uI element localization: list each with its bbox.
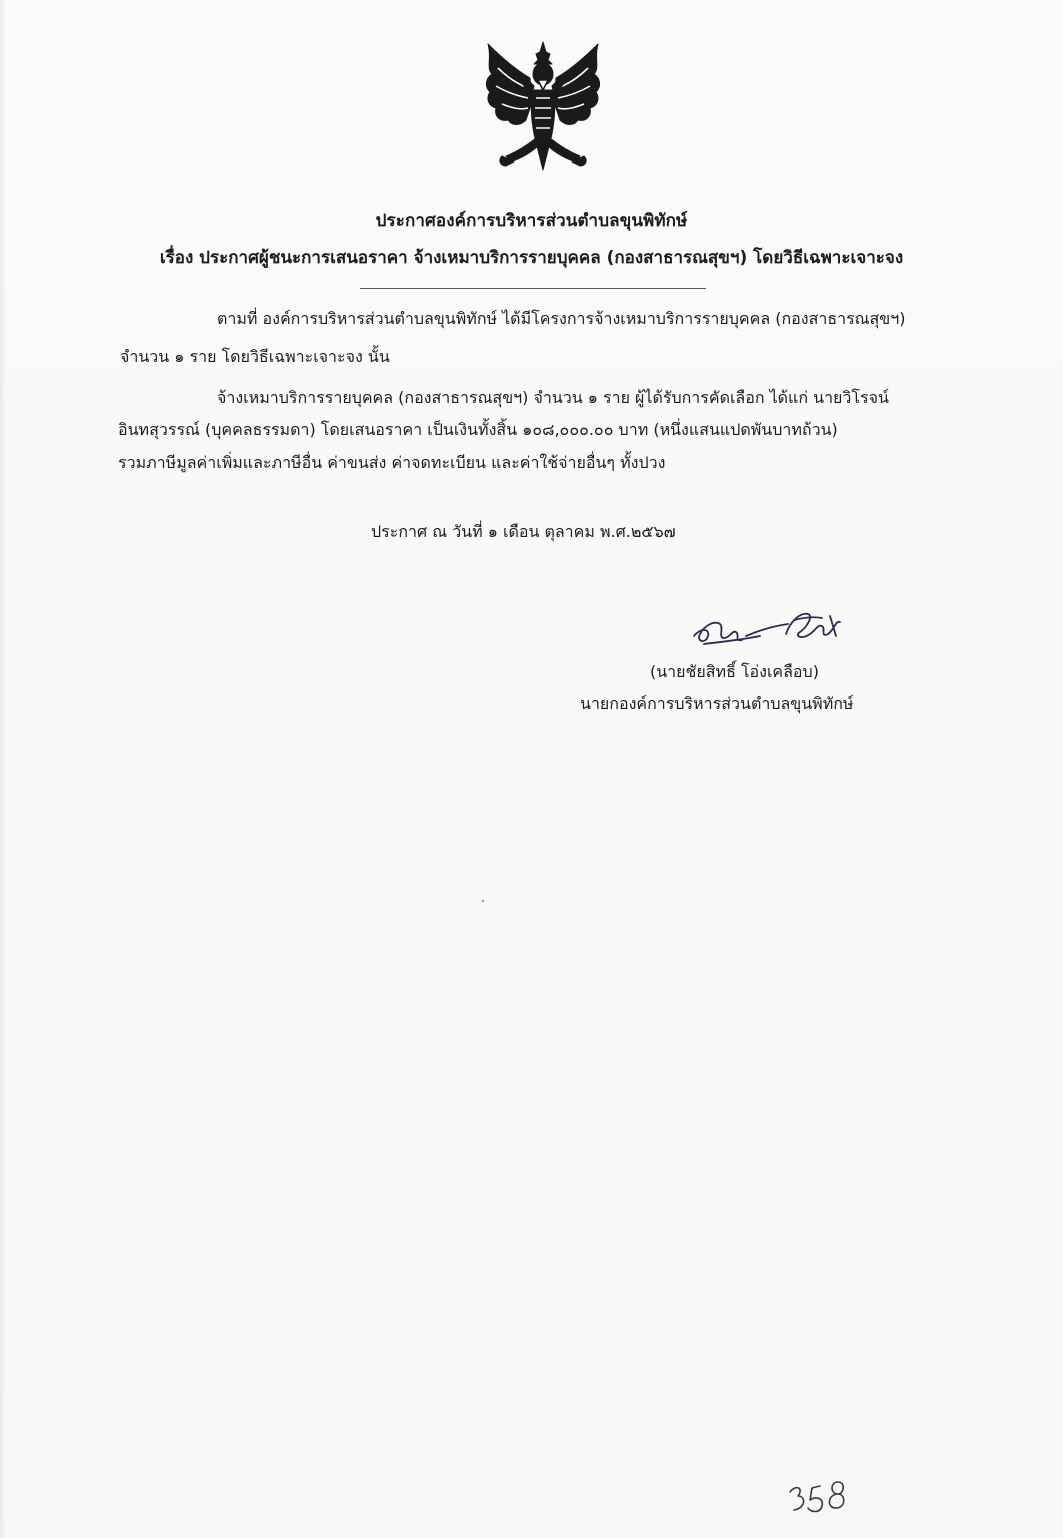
signer-position: นายกองค์การบริหารส่วนตำบลขุนพิทักษ์ bbox=[580, 694, 854, 713]
paragraph1-line2: จำนวน ๑ ราย โดยวิธีเฉพาะเจาะจง นั้น bbox=[120, 347, 390, 366]
announcement-subject: เรื่อง ประกาศผู้ชนะการเสนอราคา จ้างเหมาบริการรายบุคคล (กองสาธารณสุขฯ) โดยวิธีเฉพาะเจาะจง bbox=[159, 248, 904, 268]
scan-speck bbox=[482, 900, 484, 902]
paragraph2-line2: อินทสุวรรณ์ (บุคคลธรรมดา) โดยเสนอราคา เป็นเงินทั้งสิ้น ๑๐๘,๐๐๐.๐๐ บาท (หนึ่งแสนแปดพันบาทถ้วน) bbox=[118, 420, 838, 439]
paragraph2-line3: รวมภาษีมูลค่าเพิ่มและภาษีอื่น ค่าขนส่ง ค่าจดทะเบียน และค่าใช้จ่ายอื่นๆ ทั้งปวง bbox=[118, 453, 666, 472]
paragraph1-line1: ตามที่ องค์การบริหารส่วนตำบลขุนพิทักษ์ ได้มีโครงการจ้างเหมาบริการรายบุคคล (กองสาธารณสุขฯ) bbox=[217, 309, 906, 328]
handwritten-signature-icon bbox=[690, 606, 850, 654]
garuda-emblem-icon bbox=[478, 38, 608, 176]
handwritten-page-number bbox=[786, 1474, 856, 1518]
announcement-date: ประกาศ ณ วันที่ ๑ เดือน ตุลาคม พ.ศ.๒๕๖๗ bbox=[371, 522, 676, 541]
paragraph2-line1: จ้างเหมาบริการรายบุคคล (กองสาธารณสุขฯ) จำนวน ๑ ราย ผู้ได้รับการคัดเลือก ได้แก่ นายวิโรจน์ bbox=[217, 388, 889, 407]
title-divider bbox=[360, 288, 706, 289]
announcement-org-title: ประกาศองค์การบริหารส่วนตำบลขุนพิทักษ์ bbox=[375, 211, 688, 231]
signer-name: (นายชัยสิทธิ์ โอ่งเคลือบ) bbox=[650, 662, 819, 681]
